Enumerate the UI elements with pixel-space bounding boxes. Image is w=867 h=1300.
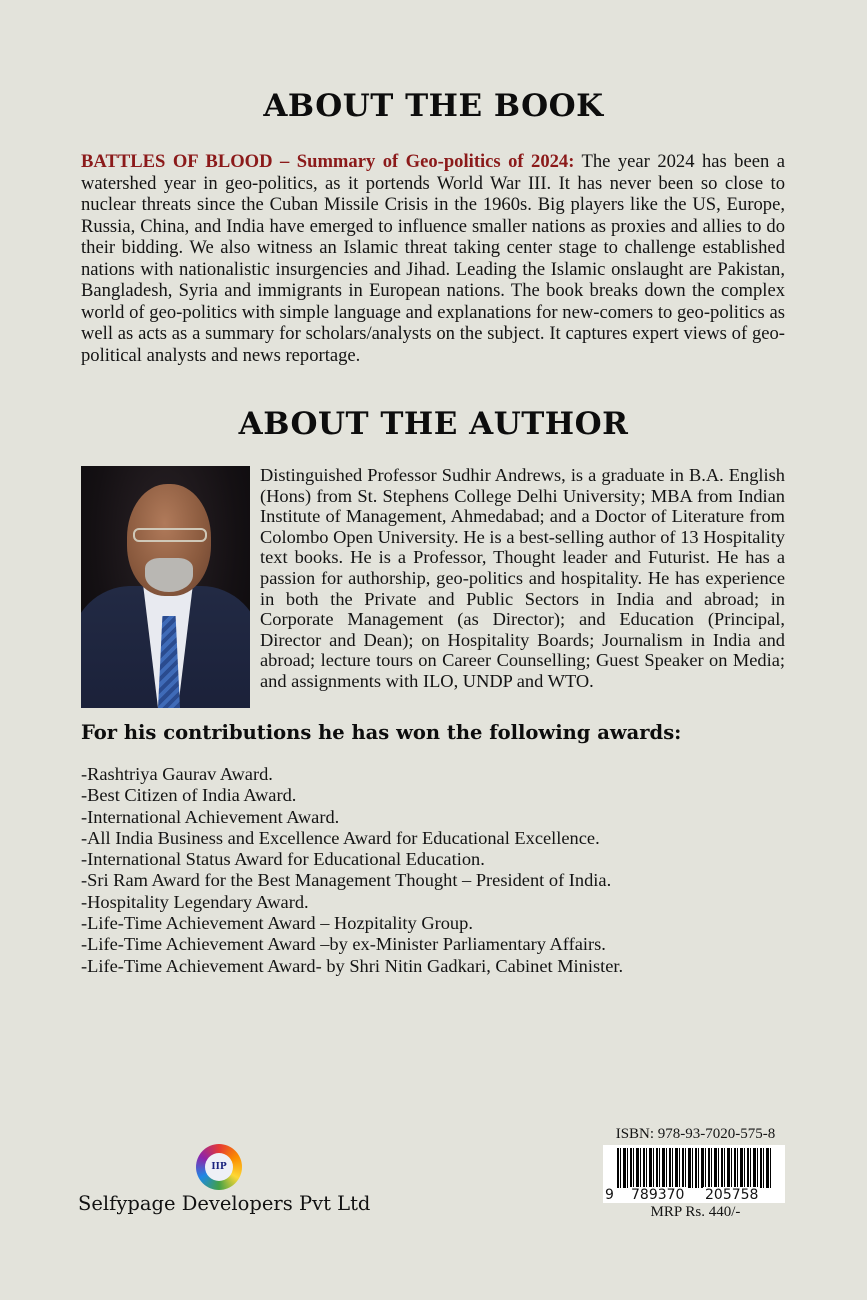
award-item: -Best Citizen of India Award. xyxy=(81,785,297,806)
award-item: -Life-Time Achievement Award –by ex-Minister Parliamentary Affairs. xyxy=(81,934,606,955)
publisher-block xyxy=(78,1144,378,1224)
award-item: -Life-Time Achievement Award- by Shri Nitin Gadkari, Cabinet Minister. xyxy=(81,955,624,976)
photo-beard xyxy=(145,558,193,592)
isbn-block xyxy=(603,1126,788,1221)
author-bio: Distinguished Professor Sudhir Andrews, is a graduate in B.A. English (Hons) from St. Stephens College Delhi University; MBA from Indian Institute of Management, Ahmedabad; and a Doctor of Literature from Colombo Open University. He is a best-selling author of 13 Hospitality text books. He is a Professor, Thought leader and Futurist. He has a passion for authorship, geo-politics and hospitality. He has experience in both the Private and Public Sectors in India and abroad; in Corporate Management (as Director); and Education (Principal, Director and Dean); on Hospitality Boards; Journalism in India and abroad; lecture tours on Career Counselling; Guest Speaker on Media; and assignments with ILO, UNDP and WTO. xyxy=(260,465,785,691)
barcode-bars xyxy=(617,1148,773,1188)
awards-heading: For his contributions he has won the following awards: xyxy=(81,721,682,744)
barcode-digit-prefix: 9 xyxy=(605,1187,614,1203)
about-author-heading: ABOUT THE AUTHOR xyxy=(238,406,629,442)
barcode-digit-group-2: 205758 xyxy=(705,1187,759,1203)
book-summary-text: The year 2024 has been a watershed year in geo-politics, as it portends World War III. It has never been so close to nuclear threats since the Cuban Missile Crisis in the 1960s. Big players like the US, Europe, Russia, China, and India have emerged to influence smaller nations as proxies and allies to do their bidding. We also witness an Islamic threat taking center stage to challenge established nations with nationalistic insurgencies and Jihad. Leading the Islamic onslaught are Pakistan, Bangladesh, Syria and immigrants in European nations. The book breaks down the complex world of geo-politics with simple language and explanations for new-comers to geo-politics as well as acts as a summary for scholars/analysts on the subject. It captures expert views of geo-political analysts and news reportage. xyxy=(81,151,785,366)
award-item: -Life-Time Achievement Award – Hozpitality Group. xyxy=(81,913,473,934)
barcode-digits xyxy=(603,1187,785,1203)
publisher-logo-text: IIP xyxy=(205,1153,233,1181)
barcode-digit-group-1: 789370 xyxy=(631,1187,685,1203)
publisher-name: Selfypage Developers Pvt Ltd xyxy=(78,1192,371,1215)
award-item: -International Status Award for Educational Education. xyxy=(81,849,485,870)
barcode-icon xyxy=(603,1145,785,1203)
about-book-heading: ABOUT THE BOOK xyxy=(263,88,604,124)
publisher-logo-icon xyxy=(196,1144,242,1190)
author-photo xyxy=(81,466,250,708)
book-summary xyxy=(81,151,785,366)
award-item: -International Achievement Award. xyxy=(81,806,340,827)
photo-glasses xyxy=(133,528,207,542)
award-item: -Hospitality Legendary Award. xyxy=(81,891,309,912)
price-label: MRP Rs. 440/- xyxy=(650,1204,741,1220)
book-title-lead: BATTLES OF BLOOD – Summary of Geo-politics of 2024: xyxy=(81,151,575,172)
award-item: -Sri Ram Award for the Best Management Thought – President of India. xyxy=(81,870,612,891)
awards-list xyxy=(81,764,623,977)
award-item: -Rashtriya Gaurav Award. xyxy=(81,764,273,784)
isbn-label: ISBN: 978-93-7020-575-8 xyxy=(615,1126,776,1142)
award-item: -All India Business and Excellence Award for Educational Excellence. xyxy=(81,827,600,848)
